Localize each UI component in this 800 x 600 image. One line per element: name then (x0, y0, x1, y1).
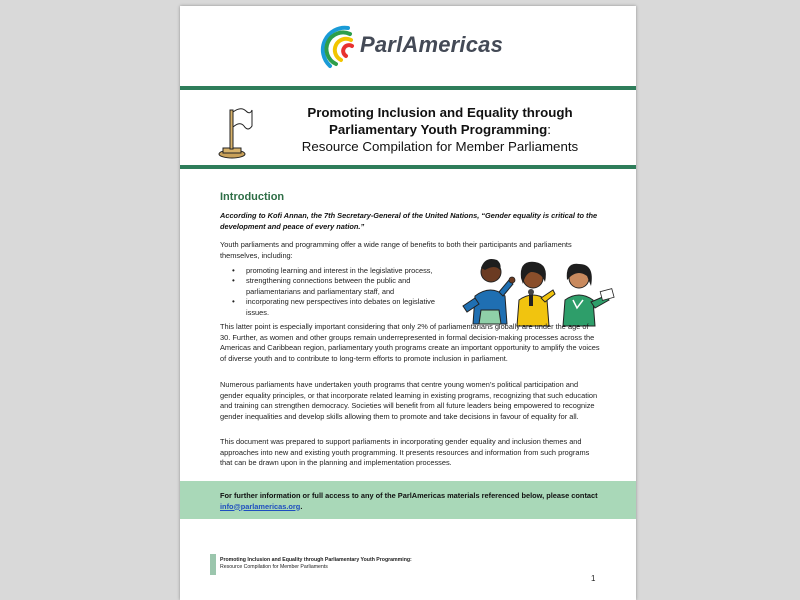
page-number: 1 (591, 574, 596, 583)
youth-illustration (455, 250, 615, 328)
title-line-2: Parliamentary Youth Programming (329, 122, 548, 137)
footer-running-title (220, 557, 412, 572)
contact-email-link[interactable]: info@parlamericas.org (220, 501, 301, 511)
contact-text-before: For further information or full access to any of the ParlAmericas materials referenced below, please contact (220, 491, 598, 500)
title-line-2-wrap (260, 121, 620, 138)
intro-paragraph-2: This latter point is especially important considering that only 2% of parliamentarians globally are under the age of 30. Further, as women and other groups remain underrepresented in formal decision-making processes across the Americas and Caribbean region, parliamentary youth programs create an important opportunity to amplify the voices of diverse youth and to contribute to long-term efforts to promote inclusion in parliament. (220, 322, 600, 363)
footer-accent-bar (210, 554, 216, 575)
benefits-list (230, 266, 460, 318)
header-rule-top (180, 86, 636, 90)
youth-figure-middle (517, 262, 555, 326)
list-item: • incorporating new perspectives into debates on legislative issues. (230, 297, 460, 318)
intro-lead-paragraph: Youth parliaments and programming offer a wide range of benefits to both their participants and parliaments themselves, including: (220, 240, 572, 260)
intro-paragraph-4: This document was prepared to support parliaments in incorporating gender equality and inclusion themes and approaches into new and existing youth programming. It presents resources and information from such programs that can be drawn upon in the planning and implementation processes. (220, 437, 590, 468)
document-title (260, 104, 620, 155)
contact-info-box (180, 481, 636, 519)
footer-subtitle-line: Resource Compilation for Member Parliaments (220, 564, 328, 571)
header-rule-bottom (180, 165, 636, 169)
list-item: • promoting learning and interest in the legislative process, (230, 266, 460, 276)
title-line-1: Promoting Inclusion and Equality through (307, 105, 573, 120)
footer-title-line: Promoting Inclusion and Equality through Parliamentary Youth Programming: (220, 557, 412, 563)
list-item: • strengthening connections between the public and parliamentarians and parliamentary staff, and (230, 276, 460, 297)
contact-info-text (220, 491, 610, 512)
contact-text-after: . (300, 501, 303, 511)
logo-wordmark: ParlAmericas (360, 32, 504, 57)
introduction-heading: Introduction (220, 191, 285, 203)
youth-figure-left (463, 259, 515, 324)
title-line-2-suffix: : (547, 122, 551, 137)
parlamericas-logo (320, 20, 520, 76)
intro-paragraph-3: Numerous parliaments have undertaken youth programs that centre young women’s political participation and gender equality principles, or that incorporate related learning in existing programs, recognizing that such education and training can strengthen democracy. Societies will benefit from all future leaders being empowered to recognize gender inequalities and develop skills allowing them to promote and take decisions in favour of equality for all. (220, 380, 598, 421)
title-line-3: Resource Compilation for Member Parliaments (301, 139, 579, 154)
kofi-annan-quote: According to Kofi Annan, the 7th Secretary-General of the United Nations, “Gender equality is critical to the development and peace of every nation.” (220, 211, 598, 231)
logo-arcs-icon (320, 20, 364, 76)
flag-icon (218, 102, 254, 160)
youth-figure-right (563, 264, 614, 326)
document-page (180, 6, 636, 600)
